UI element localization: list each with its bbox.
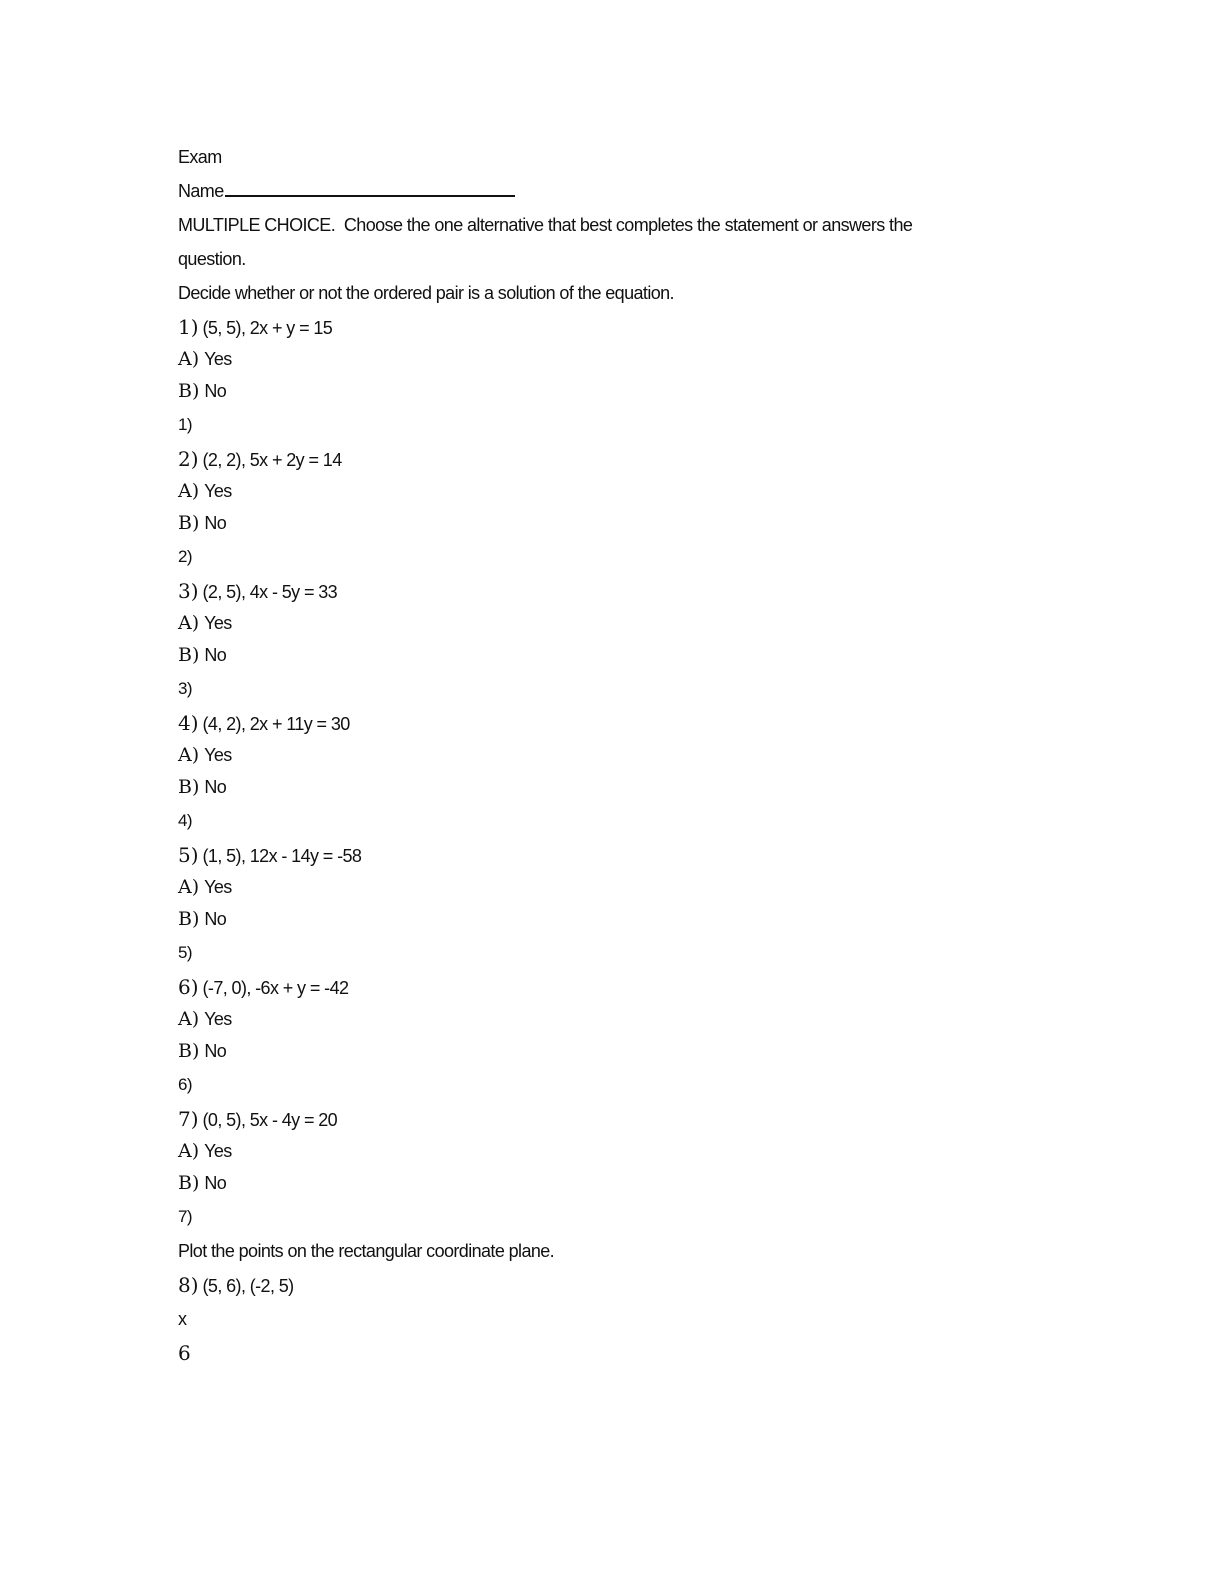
option-b[interactable] — [178, 770, 1058, 804]
question-prompt-line — [178, 1102, 1058, 1136]
question-8 — [178, 1268, 1058, 1302]
option-b-text: No — [204, 381, 227, 401]
option-a-letter: A) — [178, 612, 200, 634]
answer-label: 1) — [178, 415, 192, 434]
option-b-text: No — [204, 513, 227, 533]
option-a[interactable] — [178, 608, 1058, 638]
option-b-text: No — [204, 1041, 227, 1061]
question-block — [178, 970, 1058, 1102]
option-b-letter: B) — [178, 776, 200, 798]
question-prompt: (0, 5), 5x - 4y = 20 — [202, 1110, 338, 1130]
answer-label: 5) — [178, 943, 192, 962]
question-number: 7) — [178, 1107, 199, 1131]
questions-list — [178, 310, 1058, 1234]
question-prompt-line — [178, 310, 1058, 344]
question-prompt-line — [178, 442, 1058, 476]
question-number: 5) — [178, 843, 199, 867]
option-b[interactable] — [178, 902, 1058, 936]
question-block — [178, 310, 1058, 442]
question-block — [178, 838, 1058, 970]
instruction-line1: Choose the one alternative that best completes the statement or answers the — [343, 215, 913, 235]
axis-tick-6: 6 — [178, 1341, 191, 1365]
option-b-text: No — [204, 909, 227, 929]
question-8-number: 8) — [178, 1273, 199, 1297]
question-prompt-line — [178, 706, 1058, 740]
option-b[interactable] — [178, 1034, 1058, 1068]
option-b[interactable] — [178, 638, 1058, 672]
answer-label: 3) — [178, 679, 192, 698]
option-a-letter: A) — [178, 348, 200, 370]
option-b-text: No — [204, 645, 227, 665]
option-a-letter: A) — [178, 744, 200, 766]
question-prompt-line — [178, 970, 1058, 1004]
option-a-letter: A) — [178, 876, 200, 898]
section-instruction — [178, 208, 1058, 242]
option-b-letter: B) — [178, 380, 200, 402]
option-a-text: Yes — [204, 1009, 232, 1029]
question-block — [178, 442, 1058, 574]
option-a-letter: A) — [178, 1140, 200, 1162]
question-prompt: (2, 2), 5x + 2y = 14 — [202, 450, 342, 470]
question-prompt: (4, 2), 2x + 11y = 30 — [202, 714, 350, 734]
option-a-letter: A) — [178, 1008, 200, 1030]
option-b-letter: B) — [178, 1172, 200, 1194]
instruction-line2: question. — [178, 249, 246, 269]
option-b[interactable] — [178, 1166, 1058, 1200]
option-a-text: Yes — [204, 613, 232, 633]
option-b-letter: B) — [178, 512, 200, 534]
plot-instruction: Plot the points on the rectangular coordinate plane. — [178, 1241, 555, 1261]
option-a[interactable] — [178, 1136, 1058, 1166]
answer-label: 7) — [178, 1207, 192, 1226]
option-a-text: Yes — [204, 349, 232, 369]
option-a-text: Yes — [204, 481, 232, 501]
question-number: 1) — [178, 315, 199, 339]
option-a[interactable] — [178, 476, 1058, 506]
option-a[interactable] — [178, 344, 1058, 374]
question-prompt: (1, 5), 12x - 14y = -58 — [202, 846, 362, 866]
option-b-letter: B) — [178, 644, 200, 666]
question-number: 6) — [178, 975, 199, 999]
question-prompt: (5, 5), 2x + y = 15 — [202, 318, 333, 338]
question-prompt-line — [178, 838, 1058, 872]
question-prompt: (-7, 0), -6x + y = -42 — [202, 978, 349, 998]
name-field[interactable] — [178, 174, 1058, 208]
question-8-prompt: (5, 6), (-2, 5) — [202, 1276, 294, 1296]
exam-page — [178, 140, 1058, 1370]
option-b-text: No — [204, 777, 227, 797]
option-a-letter: A) — [178, 480, 200, 502]
option-a-text: Yes — [204, 877, 232, 897]
question-block — [178, 706, 1058, 838]
question-number: 3) — [178, 579, 199, 603]
question-prompt: (2, 5), 4x - 5y = 33 — [202, 582, 338, 602]
exam-title: Exam — [178, 147, 222, 167]
section-heading: MULTIPLE CHOICE. — [178, 215, 336, 235]
option-b[interactable] — [178, 506, 1058, 540]
option-b[interactable] — [178, 374, 1058, 408]
option-a[interactable] — [178, 872, 1058, 902]
name-label: Name — [178, 181, 224, 201]
question-number: 2) — [178, 447, 199, 471]
question-block — [178, 1102, 1058, 1234]
option-a[interactable] — [178, 1004, 1058, 1034]
question-number: 4) — [178, 711, 199, 735]
answer-label: 6) — [178, 1075, 192, 1094]
option-a[interactable] — [178, 740, 1058, 770]
option-a-text: Yes — [204, 1141, 232, 1161]
option-b-text: No — [204, 1173, 227, 1193]
answer-label: 2) — [178, 547, 192, 566]
option-a-text: Yes — [204, 745, 232, 765]
answer-label: 4) — [178, 811, 192, 830]
option-b-letter: B) — [178, 1040, 200, 1062]
name-underline[interactable] — [225, 175, 515, 197]
question-block — [178, 574, 1058, 706]
axis-x-label: x — [178, 1309, 187, 1329]
subinstruction: Decide whether or not the ordered pair is a solution of the equation. — [178, 283, 674, 303]
question-prompt-line — [178, 574, 1058, 608]
option-b-letter: B) — [178, 908, 200, 930]
